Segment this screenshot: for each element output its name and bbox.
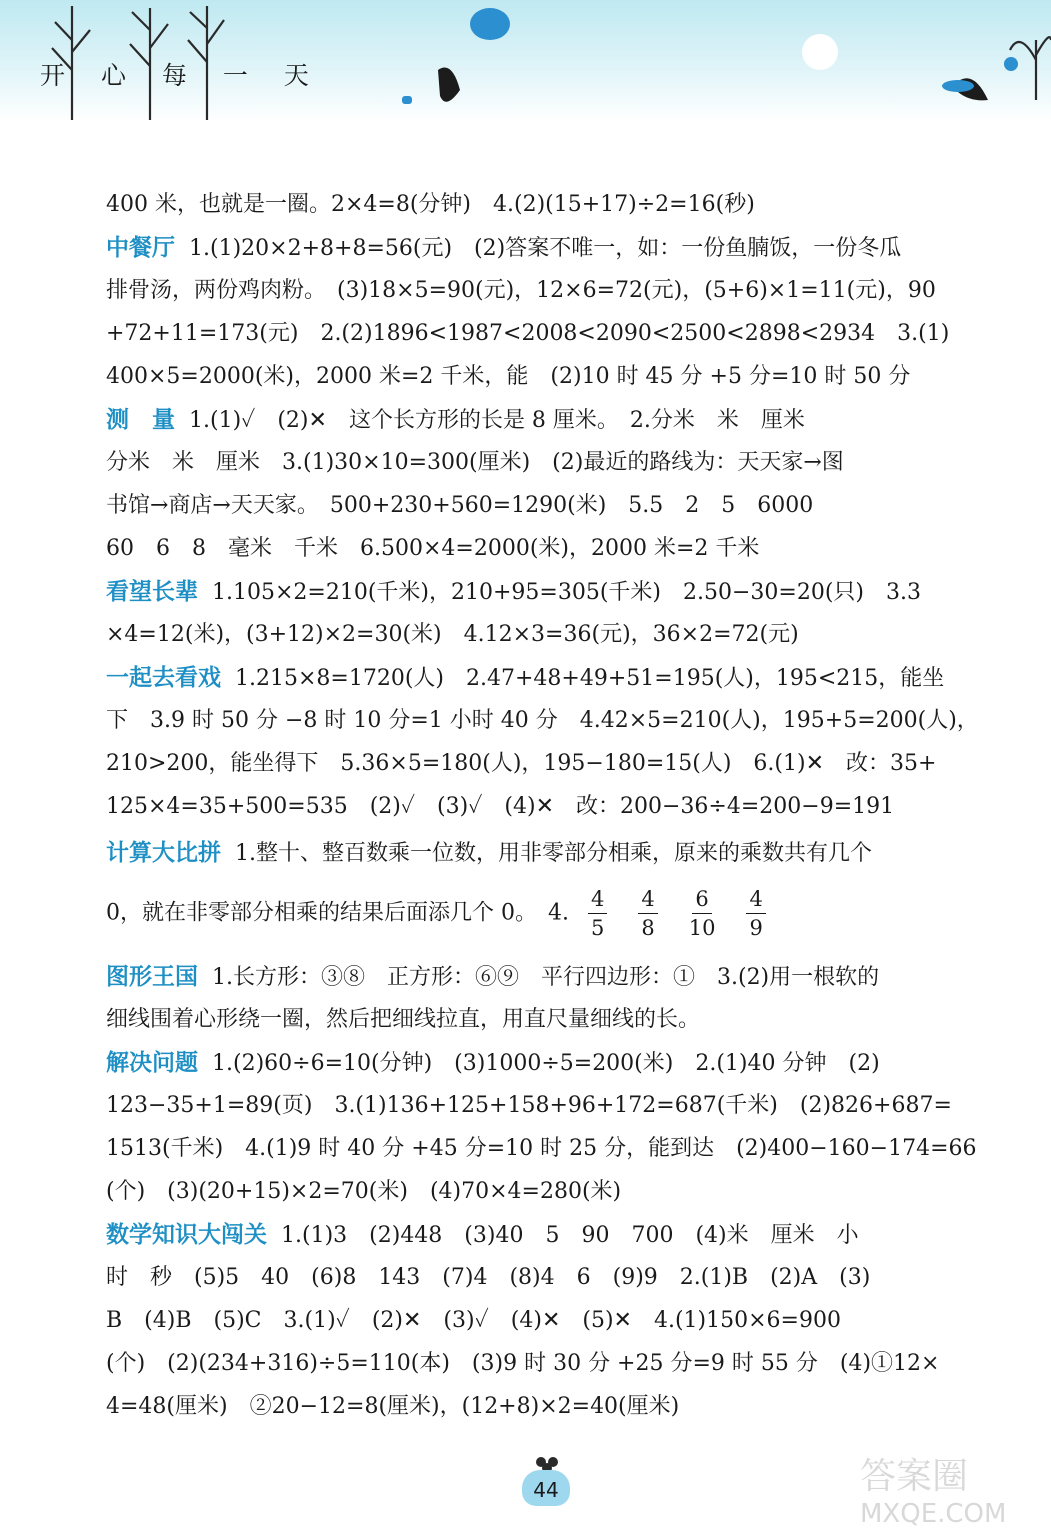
fraction-denominator: 9 (749, 916, 763, 940)
text-line (106, 838, 872, 869)
text-line (106, 1048, 880, 1079)
svg-text:MXQE.COM: MXQE.COM (860, 1499, 1007, 1529)
text-line: 细线围着心形绕一圈，然后把细线拉直，用直尺量细线的长。 (106, 1007, 701, 1032)
section-title: 测 量 (106, 407, 175, 433)
section-title: 一起去看戏 (106, 665, 221, 691)
text-line: 125×4=35+500=535 (2)✓ (3)✓ (4)✕ 改：200−36÷4=200−9=191 (106, 794, 895, 819)
section-title: 图形王国 (106, 964, 198, 990)
section-title: 看望长辈 (106, 579, 198, 605)
line-text: 1.长方形：③⑧ 正方形：⑥⑨ 平行四边形：① 3.(2)用一根软的 (212, 965, 880, 990)
page-number: 44 (522, 1470, 570, 1506)
line-text: 0，就在非零部分相乘的结果后面添几个 0。 4. (106, 900, 569, 926)
line-text: 1.(2)60÷6=10(分钟) (3)1000÷5=200(米) 2.(1)40 分钟 (2) (212, 1051, 880, 1076)
text-line: ×4=12(米)，(3+12)×2=30(米) 4.12×3=36(元)，36×2=72(元) (106, 622, 799, 647)
header-banner (0, 0, 1051, 122)
text-line: 下 3.9 时 50 分 −8 时 10 分=1 小时 40 分 4.42×5=210(人)，195+5=200(人)， (106, 708, 979, 733)
fraction-numerator: 6 (692, 885, 711, 914)
fraction (638, 885, 657, 942)
section-title: 中餐厅 (106, 235, 175, 261)
text-line: +72+11=173(元) 2.(2)1896<1987<2008<2090<2500<2898<2934 3.(1) (106, 321, 950, 346)
fraction-numerator: 4 (638, 885, 657, 914)
section-title: 数学知识大闯关 (106, 1222, 267, 1248)
fraction-numerator: 4 (746, 885, 765, 914)
fraction (689, 885, 716, 942)
brand-title: 开 心 每 一 天 (40, 61, 323, 90)
fraction-denominator: 5 (590, 916, 605, 940)
text-line: 书馆→商店→天天家。 500+230+560=1290(米) 5.5 2 5 6000 (106, 493, 814, 518)
line-text: 1.215×8=1720(人) 2.47+48+49+51=195(人)，195<215，能坐 (235, 666, 945, 691)
text-line: B (4)B (5)C 3.(1)✓ (2)✕ (3)✓ (4)✕ (5)✕ 4.(1)150×6=900 (106, 1308, 841, 1333)
text-line (106, 233, 996, 264)
text-line: 分米 米 厘米 3.(1)30×10=300(厘米) (2)最近的路线为：天天家→图 (106, 450, 844, 475)
text-line (106, 885, 778, 942)
text-line (106, 1220, 859, 1251)
text-line: 4=48(厘米) ②20−12=8(厘米)，(12+8)×2=40(厘米) (106, 1394, 680, 1419)
text-line (106, 577, 921, 608)
watermark-logo (840, 1450, 1040, 1530)
section-title: 解决问题 (106, 1050, 198, 1076)
text-line: (个) (3)(20+15)×2=70(米) (4)70×4=280(米) (106, 1179, 622, 1204)
fraction-denominator: 8 (641, 916, 655, 940)
line-text: 1.(1)3 (2)448 (3)40 5 90 700 (4)米 厘米 小 (281, 1223, 859, 1248)
bird-icon (438, 68, 460, 102)
line-text: 1.105×2=210(千米)，210+95=305(千米) 2.50−30=20(只) 3.3 (212, 580, 922, 605)
line-text: 1.整十、整百数乘一位数，用非零部分相乘，原来的乘数共有几个 (235, 841, 872, 866)
text-line: 60 6 8 毫米 千米 6.500×4=2000(米)，2000 米=2 千米 (106, 536, 760, 561)
text-line: 123−35+1=89(页) 3.(1)136+125+158+96+172=687(千米) (2)826+687= (106, 1093, 952, 1118)
text-line: 400×5=2000(米)，2000 米=2 千米，能 (2)10 时 45 分 +5 分=10 时 50 分 (106, 364, 911, 389)
svg-text:答案圈: 答案圈 (860, 1456, 969, 1497)
text-line (106, 962, 879, 993)
text-line (106, 663, 944, 694)
line-text: 1.(1)20×2+8+8=56(元) (2)答案不唯一，如：一份鱼腩饭，一份冬瓜 (189, 236, 902, 261)
line-text: 1.(1)✓ (2)✕ 这个长方形的长是 8 厘米。 2.分米 米 厘米 (189, 408, 805, 433)
text-line (106, 405, 805, 436)
fraction (588, 885, 607, 942)
text-line: 210>200，能坐得下 5.36×5=180(人)，195−180=15(人) 6.(1)✕ 改：35+ (106, 751, 937, 776)
text-line: 1513(千米) 4.(1)9 时 40 分 +45 分=10 时 25 分，能到达 (2)400−160−174=66 (106, 1136, 977, 1161)
text-line: 400 米，也就是一圈。2×4=8(分钟) 4.(2)(15+17)÷2=16(秒) (106, 192, 755, 217)
text-line: 排骨汤，两份鸡肉粉。 (3)18×5=90(元)，12×6=72(元)，(5+6)×1=11(元)，90 (106, 278, 936, 303)
fraction-numerator: 4 (588, 885, 607, 914)
text-line: 时 秒 (5)5 40 (6)8 143 (7)4 (8)4 6 (9)9 2.(1)B (2)A (3) (106, 1265, 871, 1290)
fraction (746, 885, 765, 942)
text-line: (个) (2)(234+316)÷5=110(本) (3)9 时 30 分 +25 分=9 时 55 分 (4)①12× (106, 1351, 940, 1376)
section-title: 计算大比拼 (106, 840, 221, 866)
fraction-denominator: 10 (688, 916, 716, 940)
